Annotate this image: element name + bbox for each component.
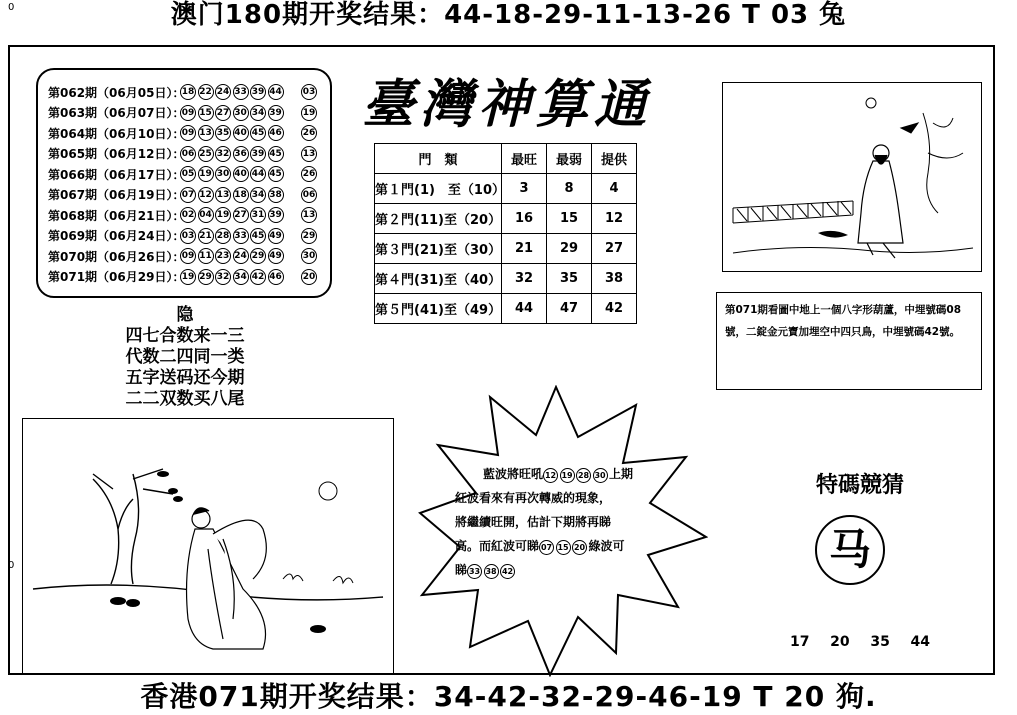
special-number-ball: 06 [301, 187, 317, 203]
gate-value: 35 [547, 264, 592, 294]
number-ball: 07 [180, 187, 196, 203]
history-row [48, 103, 330, 124]
number-ball: 12 [543, 468, 558, 483]
number-ball: 12 [198, 187, 214, 203]
gate-value: 8 [547, 174, 592, 204]
table-row [375, 294, 637, 324]
special-number-ball: 29 [301, 228, 317, 244]
gate-value: 32 [502, 264, 547, 294]
special-number-ball: 26 [301, 166, 317, 182]
history-row [48, 267, 330, 288]
history-row [48, 226, 330, 247]
header-category: 門 類 [375, 144, 502, 174]
history-label: 第062期（06月05日）： [48, 85, 185, 100]
star-line: 紅波看來有再次轉威的現象， [455, 491, 612, 505]
number-ball: 13 [198, 125, 214, 141]
number-ball: 28 [576, 468, 591, 483]
riddle-note: 第071期看圖中地上一個八字形葫蘆，中埋號碼08號，二錠金元寶加埋空中四只鳥，中埋號碼42號。 [716, 292, 982, 390]
gate-value: 44 [502, 294, 547, 324]
number-ball: 09 [180, 105, 196, 121]
history-label: 第070期（06月26日）： [48, 249, 185, 264]
gate-label: 第１門(1) 至（10） [375, 174, 502, 204]
table-row [375, 264, 637, 294]
number-ball: 38 [268, 187, 284, 203]
number-ball: 49 [268, 248, 284, 264]
hidden-line: 代数二四同一类 [125, 347, 245, 367]
number-ball: 32 [215, 269, 231, 285]
guess-number: 17 [790, 634, 810, 650]
number-ball: 40 [233, 166, 249, 182]
special-guess-title: 特碼競猜 [815, 473, 904, 498]
number-ball: 27 [233, 207, 249, 223]
number-ball: 39 [250, 84, 266, 100]
number-ball: 44 [268, 84, 284, 100]
number-ball: 24 [233, 248, 249, 264]
number-ball: 42 [500, 564, 515, 579]
number-ball: 42 [250, 269, 266, 285]
number-ball: 03 [180, 228, 196, 244]
number-ball: 34 [250, 105, 266, 121]
ball-group [467, 563, 517, 577]
number-ball: 32 [215, 146, 231, 162]
number-ball: 30 [593, 468, 608, 483]
number-ball: 21 [198, 228, 214, 244]
history-label: 第063期（06月07日）： [48, 106, 185, 121]
history-row [48, 123, 330, 144]
number-ball: 30 [215, 166, 231, 182]
number-ball: 24 [215, 84, 231, 100]
number-ball: 09 [180, 125, 196, 141]
number-ball: 18 [233, 187, 249, 203]
number-ball: 29 [250, 248, 266, 264]
history-label: 第069期（06月24日）： [48, 229, 185, 244]
number-ball: 33 [233, 228, 249, 244]
history-box [36, 68, 332, 298]
gates-table [374, 143, 637, 324]
verse-picture [22, 418, 394, 674]
history-row [48, 246, 330, 267]
special-number-ball: 19 [301, 105, 317, 121]
number-ball: 45 [268, 146, 284, 162]
header-weakest: 最弱 [547, 144, 592, 174]
hongkong-result-header: 香港071期开奖结果：34-42-32-29-46-19 T 20 狗. [140, 680, 877, 713]
special-number-ball: 30 [301, 248, 317, 264]
guess-numbers [790, 634, 930, 650]
number-ball: 30 [233, 105, 249, 121]
number-ball: 49 [268, 228, 284, 244]
table-header-row [375, 144, 637, 174]
number-ball: 33 [467, 564, 482, 579]
number-ball: 34 [233, 269, 249, 285]
table-row [375, 234, 637, 264]
gate-value: 16 [502, 204, 547, 234]
number-ball: 19 [180, 269, 196, 285]
history-row [48, 144, 330, 165]
table-row [375, 174, 637, 204]
history-label: 第068期（06月21日）： [48, 208, 185, 223]
number-ball: 15 [556, 540, 571, 555]
guess-animal: 马 [815, 515, 885, 585]
number-ball: 23 [215, 248, 231, 264]
number-ball: 25 [198, 146, 214, 162]
gate-value: 4 [592, 174, 637, 204]
history-label: 第067期（06月19日）： [48, 188, 185, 203]
number-ball: 39 [268, 105, 284, 121]
number-ball: 39 [250, 146, 266, 162]
star-text-span: 上期 [609, 467, 634, 481]
starburst-text [455, 462, 670, 582]
number-ball: 06 [180, 146, 196, 162]
history-label: 第064期（06月10日）： [48, 126, 185, 141]
number-ball: 02 [180, 207, 196, 223]
macau-result-header: 澳门180期开奖结果：44-18-29-11-13-26 T 03 兔 [170, 0, 847, 30]
gate-label: 第２門(11)至（20） [375, 204, 502, 234]
guess-number: 44 [910, 634, 930, 650]
gate-label: 第５門(41)至（49） [375, 294, 502, 324]
star-text-span: 綠波可 [588, 539, 625, 553]
special-number-ball: 03 [301, 84, 317, 100]
star-line: 將繼續旺開，估計下期將再睇 [455, 515, 612, 529]
number-ball: 04 [198, 207, 214, 223]
riddle-picture [722, 82, 982, 272]
gate-value: 15 [547, 204, 592, 234]
number-ball: 22 [198, 84, 214, 100]
header-offer: 提供 [592, 144, 637, 174]
star-line [455, 534, 670, 558]
number-ball: 34 [250, 187, 266, 203]
ball-group [543, 467, 609, 481]
corner-mark-left: 0 [8, 560, 15, 571]
page-title: 臺灣神算通 [362, 74, 653, 135]
header-hottest: 最旺 [502, 144, 547, 174]
lady-illustration [23, 419, 393, 673]
history-row [48, 82, 330, 103]
history-row [48, 205, 330, 226]
number-ball: 05 [180, 166, 196, 182]
special-number-ball: 13 [301, 207, 317, 223]
history-label: 第071期（06月29日）： [48, 270, 185, 285]
number-ball: 36 [233, 146, 249, 162]
hidden-heading: 隐 [176, 305, 194, 325]
history-row [48, 164, 330, 185]
special-number-ball: 20 [301, 269, 317, 285]
gate-value: 38 [592, 264, 637, 294]
number-ball: 19 [198, 166, 214, 182]
gate-value: 47 [547, 294, 592, 324]
history-label: 第066期（06月17日）： [48, 167, 185, 182]
number-ball: 46 [268, 269, 284, 285]
number-ball: 35 [215, 125, 231, 141]
gate-value: 21 [502, 234, 547, 264]
gate-value: 42 [592, 294, 637, 324]
star-line [455, 462, 670, 486]
table-row [375, 204, 637, 234]
number-ball: 07 [539, 540, 554, 555]
number-ball: 28 [215, 228, 231, 244]
number-ball: 33 [233, 84, 249, 100]
number-ball: 27 [215, 105, 231, 121]
number-ball: 20 [572, 540, 587, 555]
number-ball: 46 [268, 125, 284, 141]
special-number-ball: 13 [301, 146, 317, 162]
gate-value: 27 [592, 234, 637, 264]
hidden-line: 二二双数买八尾 [125, 389, 245, 409]
number-ball: 19 [560, 468, 575, 483]
history-row [48, 185, 330, 206]
history-label: 第065期（06月12日）： [48, 147, 185, 162]
hidden-verse [90, 305, 280, 410]
gate-value: 12 [592, 204, 637, 234]
ball-group [539, 539, 589, 553]
guess-number: 35 [870, 634, 890, 650]
number-ball: 44 [250, 166, 266, 182]
hidden-line: 五字送码还今期 [125, 368, 245, 388]
special-number-ball: 26 [301, 125, 317, 141]
number-ball: 15 [198, 105, 214, 121]
star-text-span: 藍波將旺吼 [483, 467, 544, 481]
number-ball: 13 [215, 187, 231, 203]
star-line [455, 558, 670, 582]
gate-value: 29 [547, 234, 592, 264]
gate-label: 第３門(21)至（30） [375, 234, 502, 264]
number-ball: 45 [250, 125, 266, 141]
star-text-span: 高。而紅波可睇 [455, 539, 540, 553]
gate-label: 第４門(31)至（40） [375, 264, 502, 294]
number-ball: 40 [233, 125, 249, 141]
number-ball: 45 [268, 166, 284, 182]
number-ball: 31 [250, 207, 266, 223]
number-ball: 09 [180, 248, 196, 264]
number-ball: 18 [180, 84, 196, 100]
number-ball: 38 [484, 564, 499, 579]
number-ball: 29 [198, 269, 214, 285]
gate-value: 3 [502, 174, 547, 204]
number-ball: 45 [250, 228, 266, 244]
guess-number: 20 [830, 634, 850, 650]
hidden-line: 四七合数来一三 [125, 326, 245, 346]
number-ball: 19 [215, 207, 231, 223]
scholar-illustration [723, 83, 981, 271]
number-ball: 11 [198, 248, 214, 264]
star-text-span: 睇 [455, 563, 468, 577]
number-ball: 39 [268, 207, 284, 223]
corner-mark-top: 0 [8, 2, 15, 13]
